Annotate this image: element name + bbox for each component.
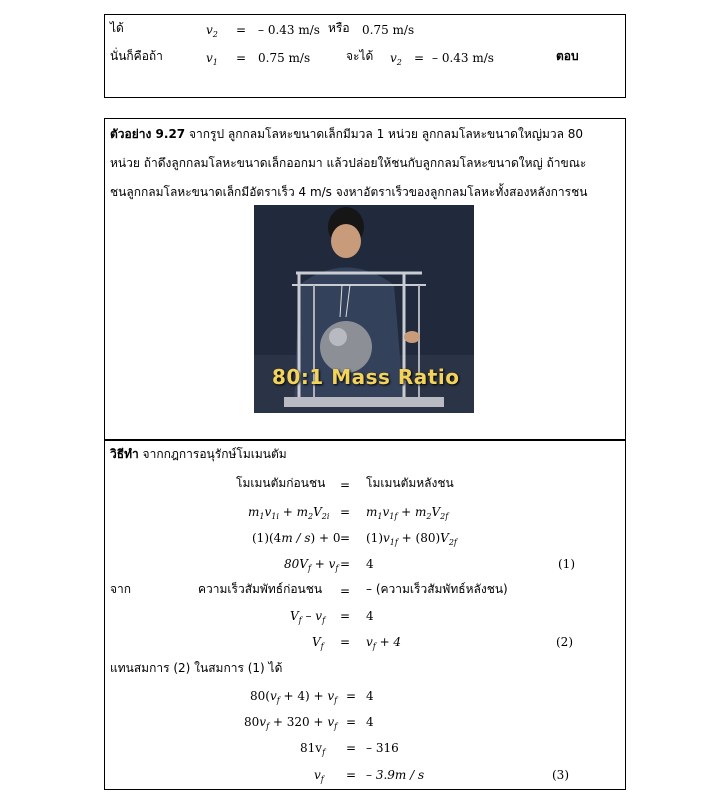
- eq3-number: (3): [552, 768, 569, 782]
- solution-box: [104, 440, 626, 790]
- answer-label: ตอบ: [556, 49, 579, 63]
- r8-left: $80(v_f + 4) + v_f$: [250, 689, 338, 705]
- r7-eq: =: [340, 635, 351, 649]
- row2-val2: – 0.43 m/s: [432, 51, 494, 65]
- row1-or: หรือ: [328, 21, 350, 35]
- row2-var2: $v_2$: [390, 51, 402, 67]
- momentum-after: โมเมนตัมหลังชน: [366, 476, 454, 490]
- r3-right: $(1)v_{1f} + (80)V_{2f}$: [366, 531, 457, 547]
- r11-eq: =: [346, 768, 357, 782]
- r2-left: $m_1v_{1i} + m_2V_{2i}$: [248, 505, 330, 521]
- row1-val: – 0.43 m/s: [258, 23, 320, 37]
- r10-eq: =: [346, 741, 357, 755]
- r4-left: $80V_f + v_f$: [284, 557, 339, 573]
- r7-right: $v_f + 4$: [366, 635, 402, 651]
- experiment-photo: [254, 205, 474, 413]
- row2-eq2: =: [414, 51, 425, 65]
- r4-right: 4: [366, 557, 374, 571]
- r11-left: $v_f$: [314, 768, 324, 784]
- row2-then: จะได้: [346, 49, 374, 63]
- r3-eq: =: [340, 531, 351, 545]
- eq2-number: (2): [556, 635, 573, 649]
- solution-intro: วิธีทำ จากกฎการอนุรักษ์โมเมนตัม: [110, 447, 287, 461]
- r3-left: (1)(4m / s) + 0: [252, 531, 341, 545]
- relative-velocity-before: ความเร็วสัมพัทธ์ก่อนชน: [198, 582, 323, 596]
- relative-velocity-after: – (ความเร็วสัมพัทธ์หลังชน): [366, 582, 508, 596]
- r4-eq: =: [340, 557, 351, 571]
- r10-right: – 316: [366, 741, 399, 755]
- r6-left: $V_f - v_f$: [290, 609, 326, 625]
- r7-left: $V_f$: [312, 635, 324, 651]
- example-line1: ตัวอย่าง 9.27 จากรูป ลูกกลมโลหะขนาดเล็กมีมวล 1 หน่วย ลูกกลมโลหะขนาดใหญ่มวล 80: [110, 127, 584, 141]
- r10-left: $81v_f$: [300, 741, 326, 757]
- eq1-number: (1): [558, 557, 575, 571]
- row2-label: นั่นก็คือถ้า: [110, 49, 163, 63]
- r6-right: 4: [366, 609, 374, 623]
- example-line3: ชนลูกกลมโลหะขนาดเล็กมีอัตราเร็ว 4 m/s จงหาอัตราเร็วของลูกกลมโลหะทั้งสองหลังการชน: [110, 185, 588, 199]
- r9-left: $80v_f + 320 + v_f$: [244, 715, 338, 731]
- row2-var: $v_1$: [206, 51, 218, 67]
- example-line2: หน่วย ถ้าดึงลูกกลมโลหะขนาดเล็กออกมา แล้วปล่อยให้ชนกับลูกกลมโลหะขนาดใหญ่ ถ้าขณะ: [110, 156, 587, 170]
- r1-eq: =: [340, 478, 351, 492]
- row1-var: $v_2$: [206, 23, 218, 39]
- momentum-before: โมเมนตัมก่อนชน: [236, 476, 326, 490]
- row1-eq: =: [236, 23, 247, 37]
- row1-label: ได้: [110, 21, 124, 35]
- row2-eq: =: [236, 51, 247, 65]
- r6-eq: =: [340, 609, 351, 623]
- from-label: จาก: [110, 582, 132, 596]
- r11-right: – 3.9m / s: [366, 768, 425, 782]
- r8-right: 4: [366, 689, 374, 703]
- row1-val2: 0.75 m/s: [362, 23, 415, 37]
- r9-eq: =: [346, 715, 357, 729]
- r2-eq: =: [340, 505, 351, 519]
- substitute-text: แทนสมการ (2) ในสมการ (1) ได้: [110, 661, 283, 675]
- r5-eq: =: [340, 584, 351, 598]
- photo-caption: 80:1 Mass Ratio: [272, 365, 460, 389]
- row2-val: 0.75 m/s: [258, 51, 311, 65]
- r8-eq: =: [346, 689, 357, 703]
- r2-right: $m_1v_{1f} + m_2V_{2f}$: [366, 505, 449, 521]
- r9-right: 4: [366, 715, 374, 729]
